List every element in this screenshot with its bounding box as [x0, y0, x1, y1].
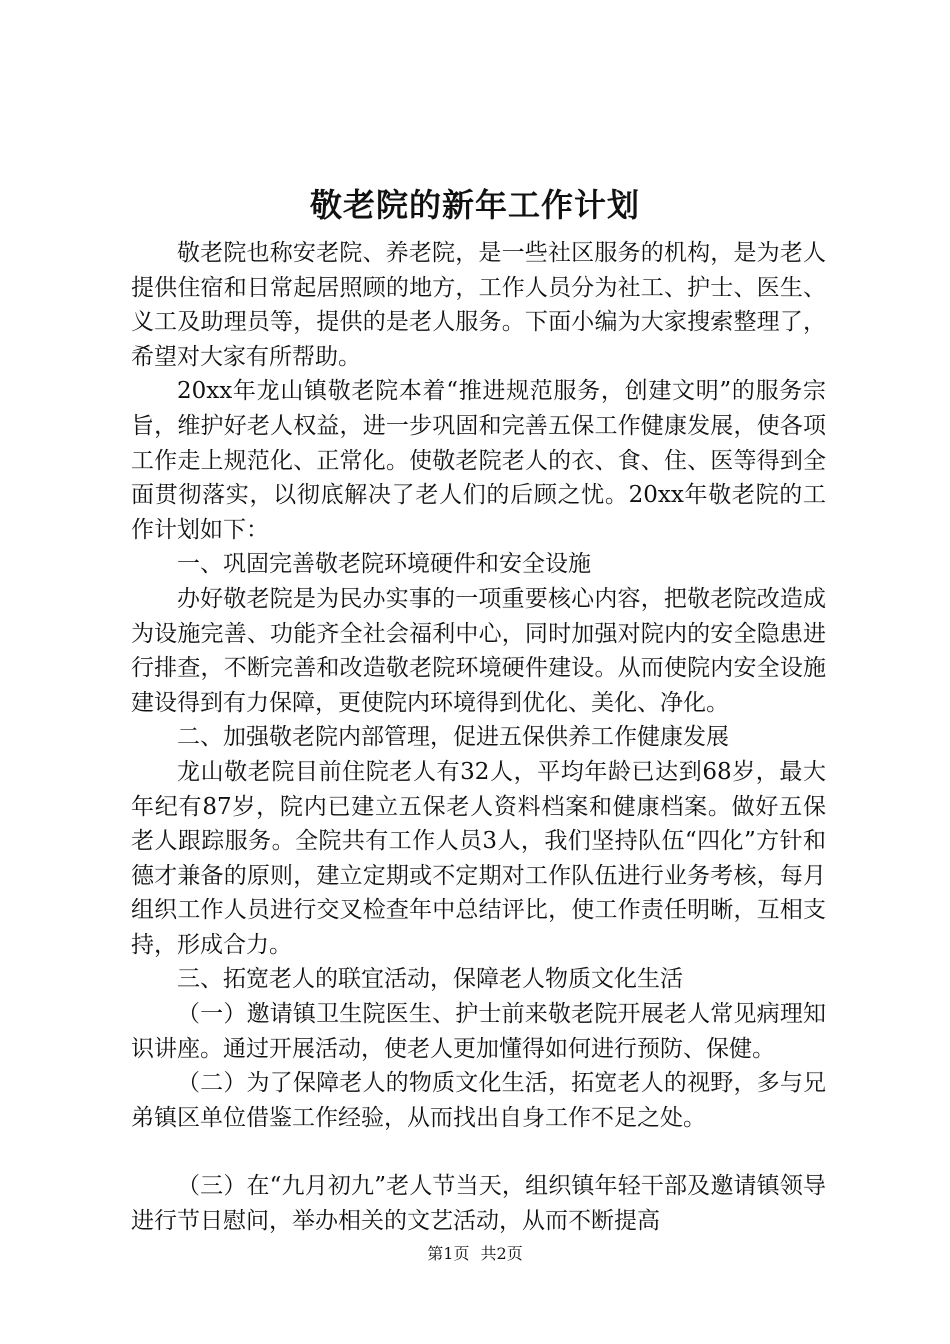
paragraph-item-2: （二）为了保障老人的物质文化生活，拓宽老人的视野，多与兄弟镇区单位借鉴工作经验，从而找出自身工作不足之处。	[131, 1070, 826, 1131]
paragraph-overview: 20xx年龙山镇敬老院本着“推进规范服务，创建文明”的服务宗旨，维护好老人权益，进一步巩固和完善五保工作健康发展，使各项工作走上规范化、正常化。使敬老院老人的衣、食、住、医等得到全面贯彻落实，以彻底解决了老人们的后顾之忧。20xx年敬老院的工作计划如下：	[131, 378, 826, 543]
paragraph-section-1: 办好敬老院是为民办实事的一项重要核心内容，把敬老院改造成为设施完善、功能齐全社会福利中心，同时加强对院内的安全隐患进行排查，不断完善和改造敬老院环境硬件建设。从而使院内安全设施建设得到有力保障，更使院内环境得到优化、美化、净化。	[131, 585, 826, 716]
page-number-total: 共2页	[480, 1244, 523, 1263]
paragraph-item-3: （三）在“九月初九”老人节当天，组织镇年轻干部及邀请镇领导进行节日慰问，举办相关的文艺活动，从而不断提高	[131, 1173, 826, 1235]
page-number-current: 第1页	[427, 1244, 470, 1263]
section-heading-1: 一、巩固完善敬老院环境硬件和安全设施	[177, 551, 591, 578]
document-body	[131, 236, 826, 1239]
section-heading-3: 三、拓宽老人的联宜活动，保障老人物质文化生活	[177, 966, 683, 993]
section-heading-2: 二、加强敬老院内部管理，促进五保供养工作健康发展	[177, 724, 729, 751]
page-footer	[0, 1243, 950, 1265]
document-title: 敬老院的新年工作计划	[309, 186, 640, 224]
paragraph-item-1: （一）邀请镇卫生院医生、护士前来敬老院开展老人常见病理知识讲座。通过开展活动，使老人更加懂得如何进行预防、保健。	[131, 1001, 826, 1062]
paragraph-section-2: 龙山敬老院目前住院老人有32人，平均年龄已达到68岁，最大年纪有87岁，院内已建立五保老人资料档案和健康档案。做好五保老人跟踪服务。全院共有工作人员3人，我们坚持队伍“四化”方针和德才兼备的原则，建立定期或不定期对工作队伍进行业务考核，每月组织工作人员进行交叉检查年中总结评比，使工作责任明晰，互相支持，形成合力。	[131, 758, 826, 958]
paragraph-intro: 敬老院也称安老院、养老院，是一些社区服务的机构，是为老人提供住宿和日常起居照顾的地方，工作人员分为社工、护士、医生、义工及助理员等，提供的是老人服务。下面小编为大家搜索整理了，希望对大家有所帮助。	[131, 240, 826, 370]
